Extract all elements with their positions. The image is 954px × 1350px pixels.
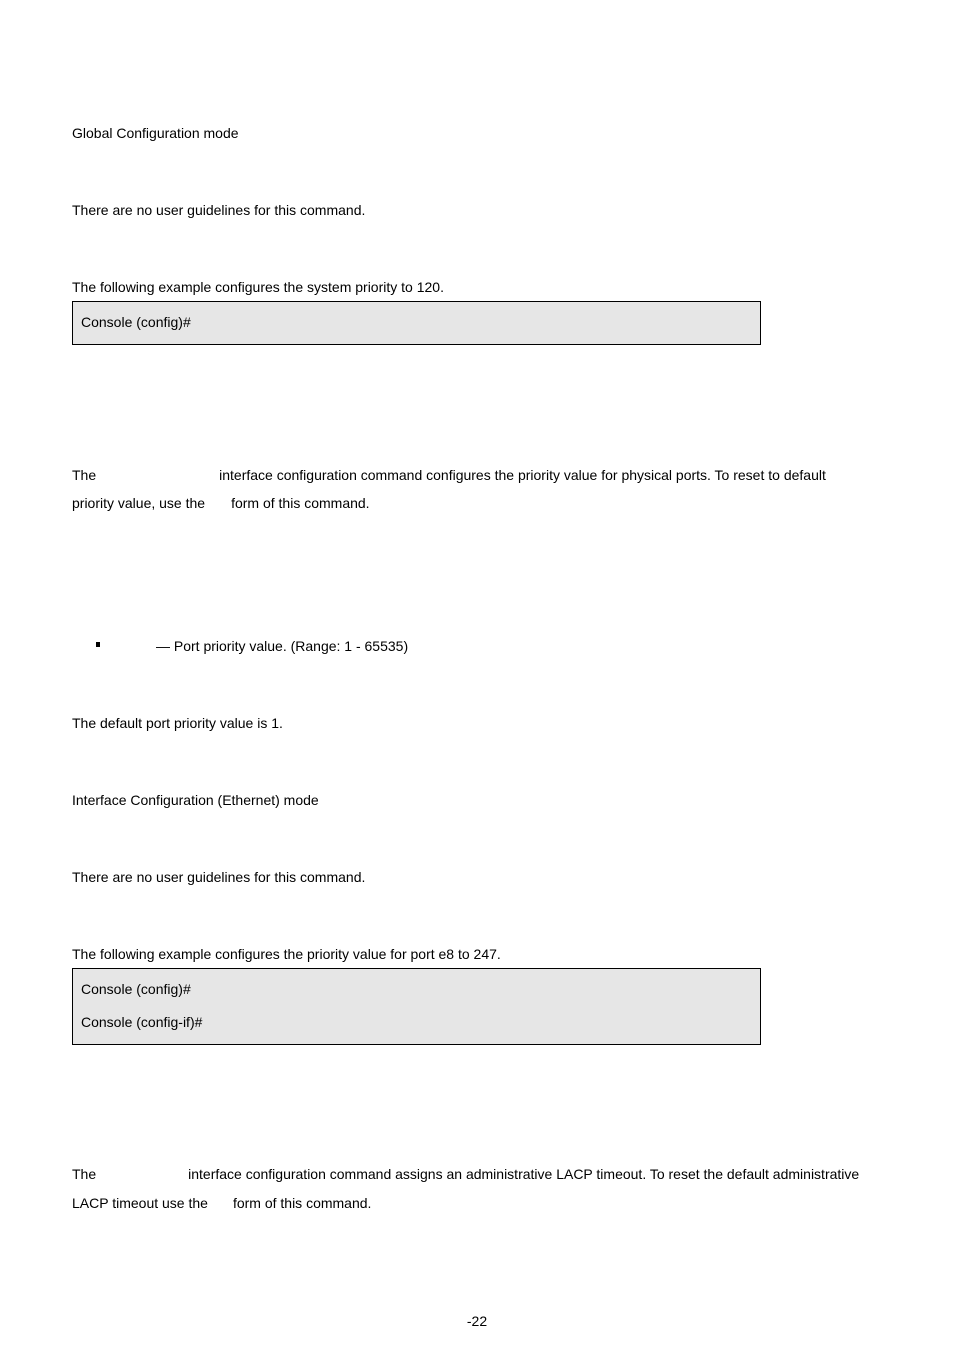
command-description-line	[72, 489, 370, 517]
code-example-box	[72, 968, 761, 1045]
console-line: Console (config)#	[81, 314, 191, 330]
console-line: Console (config)#	[81, 981, 191, 997]
command-description-line	[72, 461, 826, 489]
command-mode-text: Global Configuration mode	[72, 125, 239, 141]
command-mode-text: Interface Configuration (Ethernet) mode	[72, 792, 319, 808]
bullet-icon	[96, 642, 100, 647]
code-example-box	[72, 301, 761, 345]
user-guidelines-text: There are no user guidelines for this command.	[72, 869, 366, 885]
description-text: interface configuration command configures the priority value for physical ports. To reset to default	[219, 467, 826, 483]
description-text: LACP timeout use the	[72, 1195, 208, 1211]
page-number: -22	[466, 1313, 488, 1329]
command-description-line	[72, 1189, 371, 1217]
parameter-description: — Port priority value. (Range: 1 - 65535)	[156, 638, 409, 654]
console-line: Console (config-if)#	[81, 1014, 203, 1030]
example-intro-text: The following example configures the system priority to 120.	[72, 279, 444, 295]
description-text: priority value, use the	[72, 495, 206, 511]
description-text: form of this command.	[231, 495, 370, 511]
description-text: interface configuration command assigns an administrative LACP timeout. To reset the default administrative	[188, 1166, 860, 1182]
default-value-text: The default port priority value is 1.	[72, 715, 283, 731]
command-description-line	[72, 1160, 859, 1188]
description-text: The	[72, 1166, 97, 1182]
description-text: form of this command.	[232, 1195, 372, 1211]
user-guidelines-text: There are no user guidelines for this command.	[72, 202, 366, 218]
example-intro-text: The following example configures the priority value for port e8 to 247.	[72, 946, 501, 962]
description-text: The	[72, 467, 97, 483]
